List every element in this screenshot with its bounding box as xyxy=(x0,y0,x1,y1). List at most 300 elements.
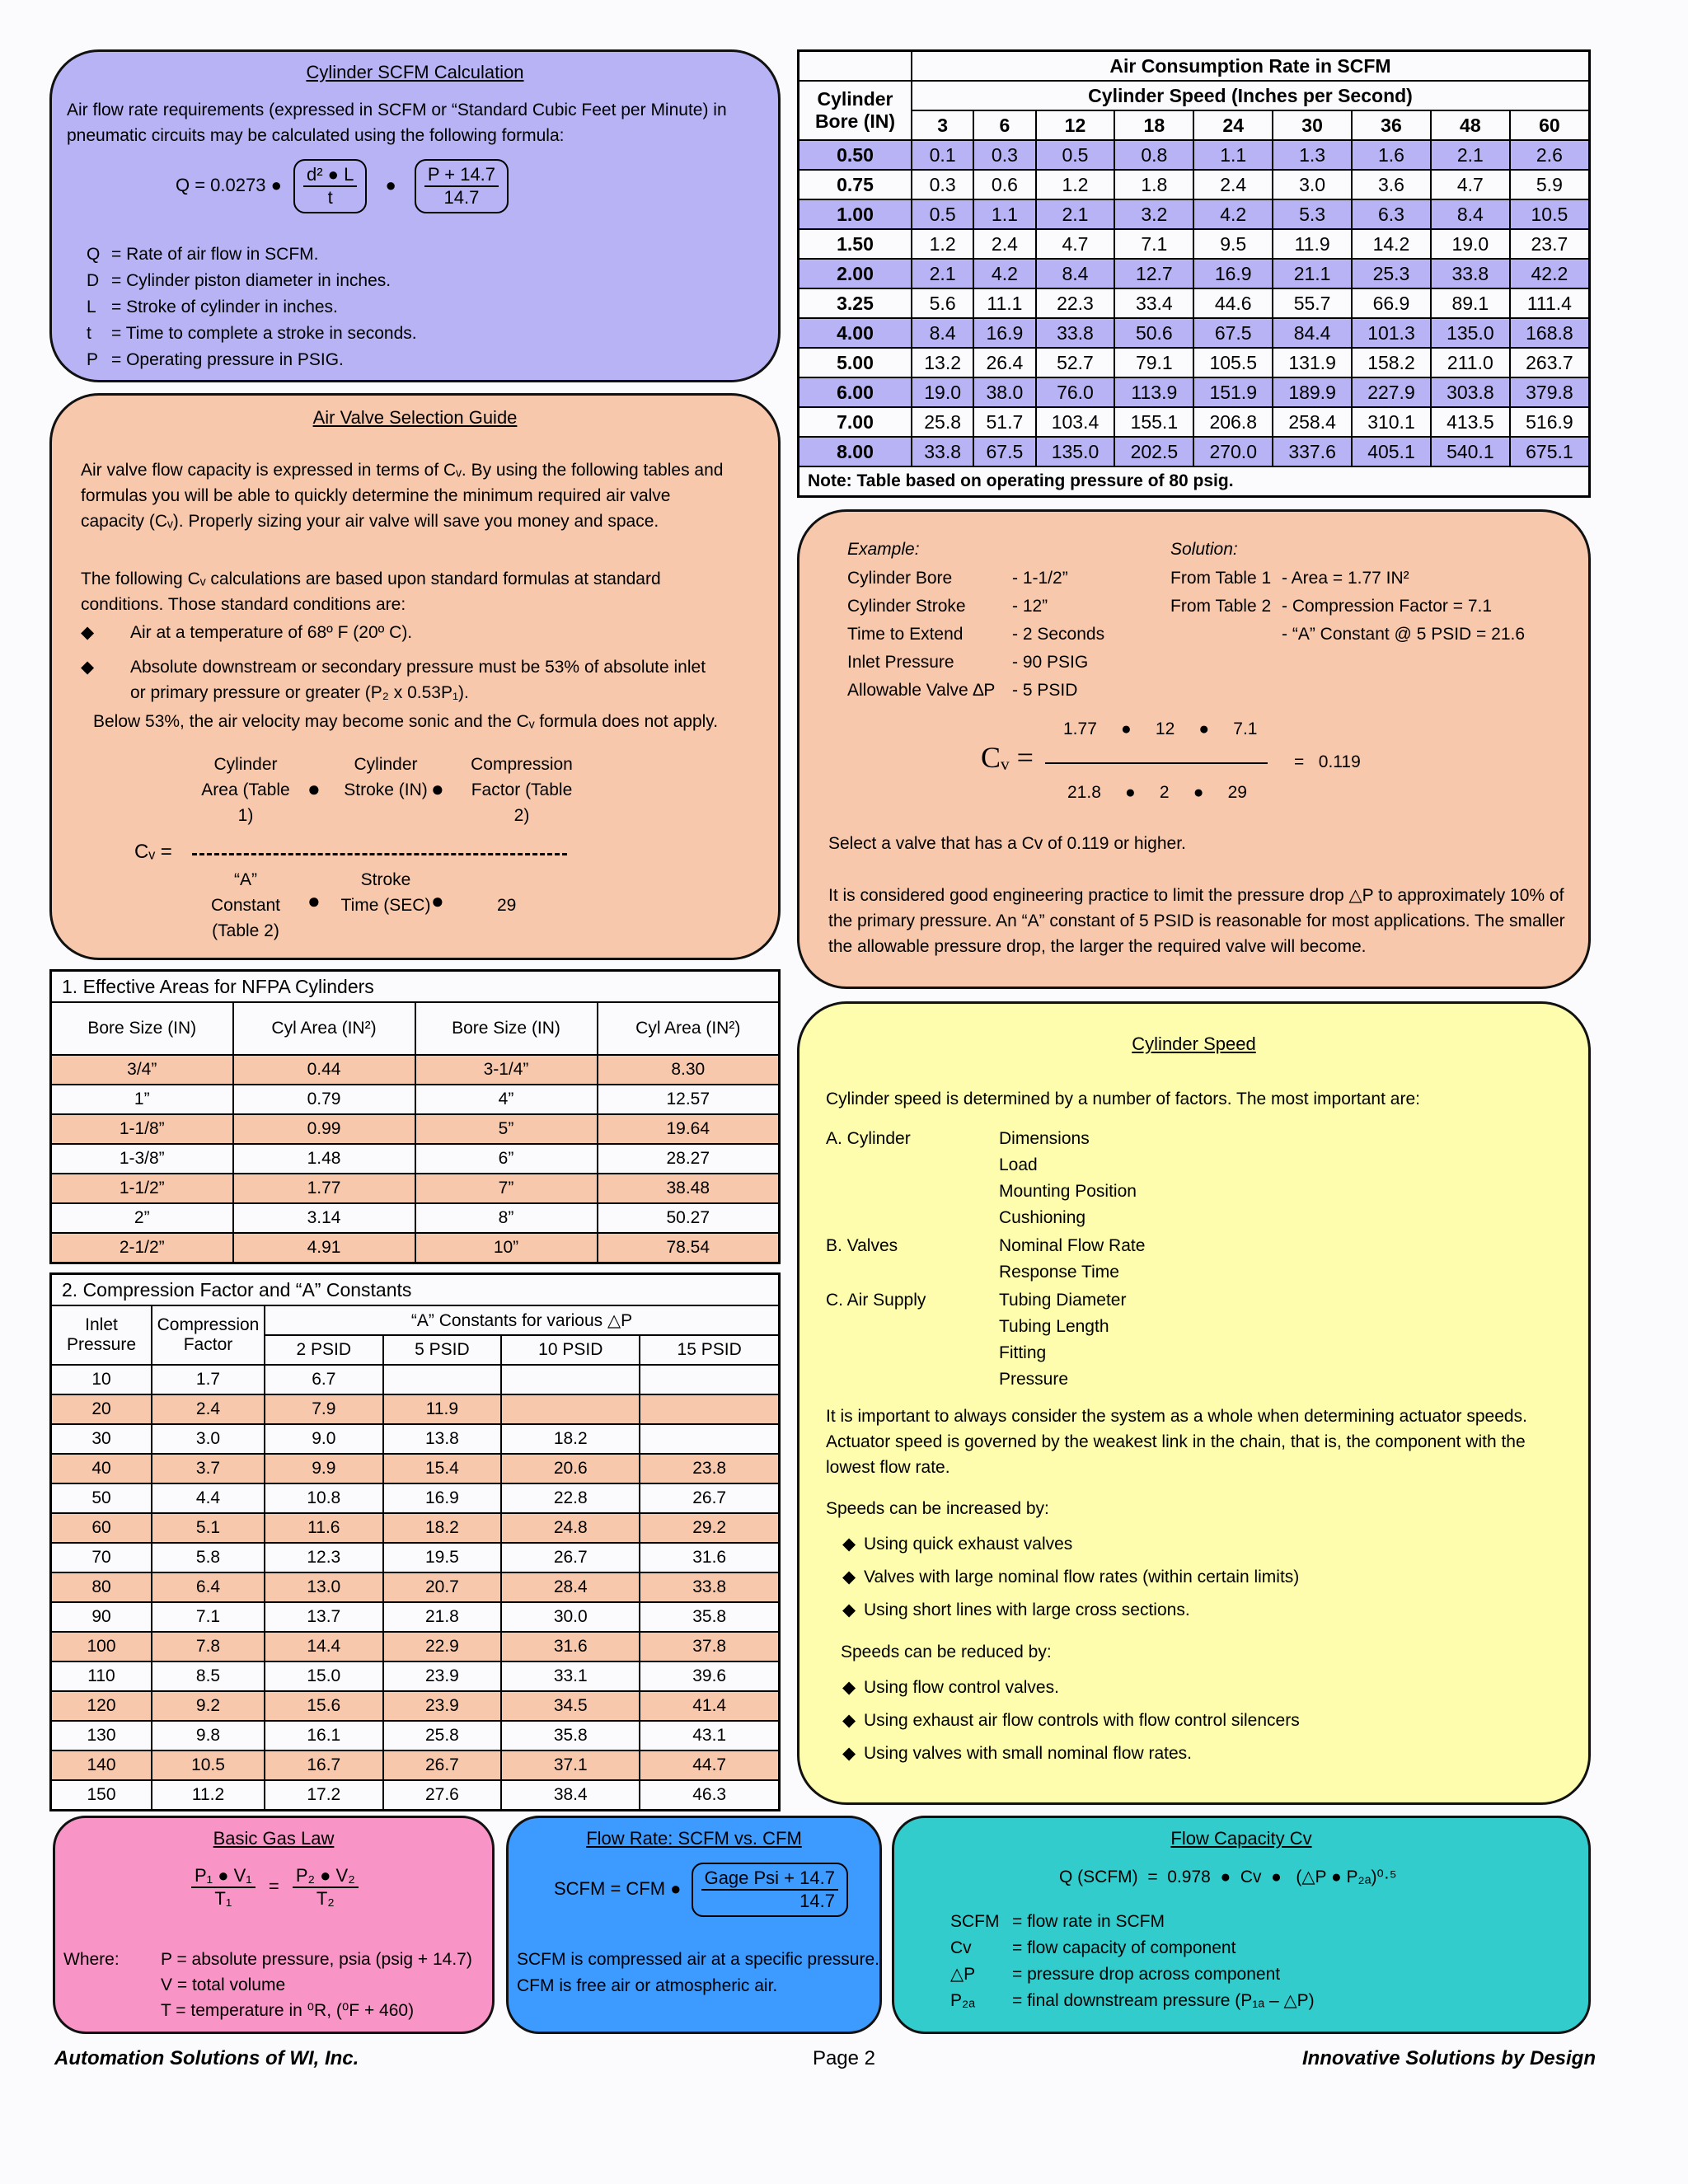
speed-red-list xyxy=(842,1671,1300,1770)
area-cell: 8.30 xyxy=(598,1055,780,1085)
example-item xyxy=(847,593,1104,621)
valve-bullet-2: ◆ Absolute downstream or secondary pressure must be 53% of absolute inlet or primary pressure or greater (P₂ x 0.53P₁). xyxy=(81,654,720,705)
flowcap-value: = flow capacity of component xyxy=(1012,1938,1236,1957)
areas-header: Cyl Area (IN²) xyxy=(598,1002,780,1055)
area-cell: 38.48 xyxy=(598,1174,780,1203)
table-row xyxy=(799,259,1590,288)
compression-cell: 16.1 xyxy=(265,1721,383,1750)
flowcap-def xyxy=(950,1909,1315,1935)
table-row xyxy=(51,1691,780,1721)
compression-cell: 1.7 xyxy=(152,1365,265,1394)
rate-cell: 0.8 xyxy=(1114,140,1193,170)
bore-cell: 4.00 xyxy=(799,318,912,348)
rate-cell: 11.1 xyxy=(973,288,1035,318)
compression-cell: 10.5 xyxy=(152,1750,265,1780)
rate-cell: 3.2 xyxy=(1114,199,1193,229)
cv-den-constant: “A” Constant (Table 2) xyxy=(210,870,281,940)
valve-title: Air Valve Selection Guide xyxy=(312,407,518,428)
speed-factor: Mounting Position xyxy=(999,1182,1137,1201)
bullet-text: Using exhaust air flow controls with flow control silencers xyxy=(864,1711,1300,1730)
rate-cell: 25.3 xyxy=(1352,259,1431,288)
rate-cell: 16.9 xyxy=(973,318,1035,348)
bore-cell: 5.00 xyxy=(799,348,912,377)
flowcap-key: Cv xyxy=(950,1938,972,1957)
rate-cell: 2.6 xyxy=(1510,140,1590,170)
rate-cell: 675.1 xyxy=(1510,437,1590,466)
table-row xyxy=(799,140,1590,170)
formula-p-den: 14.7 xyxy=(443,187,480,208)
dot: ● xyxy=(431,888,444,913)
bullet-text: Using flow control valves. xyxy=(864,1678,1059,1697)
area-cell: 1-1/8” xyxy=(51,1114,233,1144)
cv-divider xyxy=(192,853,567,855)
compression-cell: 13.8 xyxy=(383,1424,502,1454)
area-cell: 5” xyxy=(415,1114,598,1144)
legend-row: P = Operating pressure in PSIG. xyxy=(87,350,344,369)
compression-cell: 40 xyxy=(51,1454,152,1483)
dot: ● xyxy=(307,888,321,913)
rate-cell: 405.1 xyxy=(1352,437,1431,466)
compression-cell: 29.2 xyxy=(640,1513,779,1543)
area-cell: 12.57 xyxy=(598,1085,780,1114)
compression-cell: 46.3 xyxy=(640,1780,779,1811)
rate-cell: 42.2 xyxy=(1510,259,1590,288)
flowcap-defs xyxy=(950,1909,1315,2014)
speed-factor: Fitting xyxy=(999,1343,1047,1362)
compression-cell: 35.8 xyxy=(501,1721,640,1750)
compression-cell xyxy=(640,1424,779,1454)
compression-cell: 9.9 xyxy=(265,1454,383,1483)
rate-cell: 13.2 xyxy=(912,348,973,377)
compression-cell: 15.4 xyxy=(383,1454,502,1483)
formula-lhs: Q = 0.0273 ● xyxy=(176,174,282,195)
compression-cell: 19.5 xyxy=(383,1543,502,1572)
area-cell: 1-3/8” xyxy=(51,1144,233,1174)
speed-group xyxy=(826,1233,1145,1286)
compression-cell: 31.6 xyxy=(640,1543,779,1572)
table-row xyxy=(51,1174,780,1203)
compression-cell: 90 xyxy=(51,1602,152,1632)
area-cell: 1-1/2” xyxy=(51,1174,233,1203)
gaslaw-title: Basic Gas Law xyxy=(213,1828,335,1849)
speed-group xyxy=(826,1287,1145,1393)
rate-cell: 84.4 xyxy=(1273,318,1352,348)
footer-left: Automation Solutions of WI, Inc. xyxy=(54,2047,359,2069)
table-row xyxy=(51,1661,780,1691)
rate-cell: 105.5 xyxy=(1193,348,1273,377)
area-cell: 3-1/4” xyxy=(415,1055,598,1085)
rate-cell: 270.0 xyxy=(1193,437,1273,466)
compression-cell: 20 xyxy=(51,1394,152,1424)
compression-cell: 21.8 xyxy=(383,1602,502,1632)
example-key: Cylinder Bore xyxy=(847,569,953,588)
table-row xyxy=(51,1085,780,1114)
scfm-intro: Air flow rate requirements (expressed in SCFM or “Standard Cubic Feet per Minute) in pneumatic circuits may be calculated using the following formula: xyxy=(67,101,727,145)
compression-cell xyxy=(383,1365,502,1394)
compression-title: 2. Compression Factor and “A” Constants xyxy=(51,1274,780,1306)
rate-cell: 5.6 xyxy=(912,288,973,318)
rate-cell: 135.0 xyxy=(1036,437,1115,466)
rate-cell: 0.3 xyxy=(912,170,973,199)
rate-cell: 113.9 xyxy=(1114,377,1193,407)
area-cell: 0.44 xyxy=(233,1055,415,1085)
example-result: = 0.119 xyxy=(1294,752,1361,771)
flowcap-title: Flow Capacity Cv xyxy=(1170,1828,1312,1849)
gaslaw-panel xyxy=(53,1816,495,2034)
flowcap-def xyxy=(950,1988,1315,2014)
rate-cell: 2.1 xyxy=(1036,199,1115,229)
rate-cell: 14.2 xyxy=(1352,229,1431,259)
rate-cell: 12.7 xyxy=(1114,259,1193,288)
speed-panel xyxy=(797,1001,1591,1805)
sub-header: 2 PSID xyxy=(265,1335,383,1365)
flowcap-key: P₂ₐ xyxy=(950,1991,975,2010)
compression-cell: 41.4 xyxy=(640,1691,779,1721)
rate-cell: 413.5 xyxy=(1431,407,1510,437)
rate-cell: 33.8 xyxy=(1431,259,1510,288)
table-row xyxy=(799,229,1590,259)
flowcap-def xyxy=(950,1961,1315,1988)
rate-cell: 55.7 xyxy=(1273,288,1352,318)
compression-cell: 30 xyxy=(51,1424,152,1454)
speed-factor: Response Time xyxy=(999,1263,1119,1282)
solution-list xyxy=(1170,565,1525,649)
valve-bullet-1: ◆ Air at a temperature of 68º F (20º C). xyxy=(81,620,741,645)
flowcap-panel xyxy=(892,1816,1591,2034)
table-row xyxy=(51,1632,780,1661)
diamond-icon: ◆ xyxy=(842,1601,856,1619)
rate-cell: 6.3 xyxy=(1352,199,1431,229)
rate-cell: 52.7 xyxy=(1036,348,1115,377)
rate-cell: 38.0 xyxy=(973,377,1035,407)
bore-cell: 6.00 xyxy=(799,377,912,407)
compression-cell xyxy=(501,1394,640,1424)
rate-cell: 22.3 xyxy=(1036,288,1115,318)
compression-cell: 31.6 xyxy=(501,1632,640,1661)
rate-cell: 310.1 xyxy=(1352,407,1431,437)
rate-cell: 151.9 xyxy=(1193,377,1273,407)
rate-cell: 303.8 xyxy=(1431,377,1510,407)
rate-cell: 8.4 xyxy=(1036,259,1115,288)
compression-cell xyxy=(640,1394,779,1424)
rate-cell: 33.8 xyxy=(1036,318,1115,348)
speed-group-items xyxy=(999,1126,1137,1231)
rate-cell: 16.9 xyxy=(1193,259,1273,288)
speed-factor: Nominal Flow Rate xyxy=(999,1236,1146,1255)
bore-cell: 0.75 xyxy=(799,170,912,199)
area-cell: 3/4” xyxy=(51,1055,233,1085)
table-row xyxy=(799,318,1590,348)
gaslaw-defs: P = absolute pressure, psia (psig + 14.7) V = total volume T = temperature in ⁰R, (⁰F + 460) xyxy=(161,1950,472,2020)
rate-cell: 10.5 xyxy=(1510,199,1590,229)
area-cell: 0.99 xyxy=(233,1114,415,1144)
example-cv: Cᵥ = xyxy=(981,741,1034,774)
rate-cell: 2.4 xyxy=(1193,170,1273,199)
table-row xyxy=(51,1144,780,1174)
rate-cell: 44.6 xyxy=(1193,288,1273,318)
solution-heading: Solution: xyxy=(1170,540,1238,559)
table-row xyxy=(51,1750,780,1780)
speed-factor: Dimensions xyxy=(999,1129,1090,1148)
scfm-panel xyxy=(49,49,781,382)
example-num: 1.77 ● 12 ● 7.1 xyxy=(1063,719,1258,738)
speed-groups xyxy=(826,1126,1145,1394)
table-row xyxy=(799,348,1590,377)
area-cell: 10” xyxy=(415,1233,598,1263)
rate-cell: 2.1 xyxy=(1431,140,1510,170)
rate-cell: 67.5 xyxy=(1193,318,1273,348)
gaslaw-formula: $\frac{\text{P₁ ● V₁}}{\text{T₁}}$ = $\frac{\text{P₂ ● V₂}}{\text{T₂}}$ xyxy=(191,1865,359,1910)
rate-cell: 4.2 xyxy=(1193,199,1273,229)
rate-cell: 25.8 xyxy=(912,407,973,437)
compression-cell: 37.8 xyxy=(640,1632,779,1661)
areas-table xyxy=(49,969,781,1264)
compression-cell: 7.8 xyxy=(152,1632,265,1661)
rate-cell: 158.2 xyxy=(1352,348,1431,377)
rate-cell: 4.2 xyxy=(973,259,1035,288)
area-cell: 1” xyxy=(51,1085,233,1114)
rate-cell: 189.9 xyxy=(1273,377,1352,407)
areas-title: 1. Effective Areas for NFPA Cylinders xyxy=(51,971,780,1003)
cv-num-area: Cylinder Area (Table 1) xyxy=(201,755,290,825)
bore-cell: 8.00 xyxy=(799,437,912,466)
compression-cell: 17.2 xyxy=(265,1780,383,1811)
example-value: - 2 Seconds xyxy=(1012,625,1105,644)
area-cell: 2-1/2” xyxy=(51,1233,233,1263)
speed-title: Cylinder Speed xyxy=(1132,1033,1256,1054)
rate-cell: 79.1 xyxy=(1114,348,1193,377)
flowcap-value: = flow rate in SCFM xyxy=(1012,1912,1165,1931)
speed-inc-list xyxy=(842,1528,1299,1627)
dot: ● xyxy=(307,776,321,801)
rate-cell: 3.0 xyxy=(1273,170,1352,199)
example-key: Time to Extend xyxy=(847,625,964,644)
example-item xyxy=(847,677,1104,705)
area-cell: 8” xyxy=(415,1203,598,1233)
speed-factor: Load xyxy=(999,1155,1038,1174)
table-row xyxy=(51,1780,780,1811)
rate-cell: 1.3 xyxy=(1273,140,1352,170)
constants-header: “A” Constants for various △P xyxy=(265,1305,780,1335)
rate-cell: 211.0 xyxy=(1431,348,1510,377)
scfm-title: Cylinder SCFM Calculation xyxy=(306,62,524,82)
compression-cell: 11.2 xyxy=(152,1780,265,1811)
compression-cell: 110 xyxy=(51,1661,152,1691)
solution-value: - Compression Factor = 7.1 xyxy=(1282,597,1493,616)
compression-cell: 6.7 xyxy=(265,1365,383,1394)
rate-cell: 131.9 xyxy=(1273,348,1352,377)
speed-header: Cylinder Speed (Inches per Second) xyxy=(912,81,1590,110)
compression-cell: 60 xyxy=(51,1513,152,1543)
compression-cell: 18.2 xyxy=(501,1424,640,1454)
rate-cell: 1.1 xyxy=(973,199,1035,229)
diamond-icon: ◆ xyxy=(842,1678,856,1697)
example-heading: Example: xyxy=(847,540,920,559)
rate-cell: 9.5 xyxy=(1193,229,1273,259)
example-divider xyxy=(1045,762,1268,764)
rate-cell: 168.8 xyxy=(1510,318,1590,348)
rate-cell: 379.8 xyxy=(1510,377,1590,407)
diamond-icon: ◆ xyxy=(842,1568,856,1586)
compression-table xyxy=(49,1272,781,1811)
area-cell: 2” xyxy=(51,1203,233,1233)
bore-cell: 2.00 xyxy=(799,259,912,288)
compression-cell: 7.1 xyxy=(152,1602,265,1632)
example-panel xyxy=(797,509,1591,989)
consumption-table xyxy=(797,49,1591,498)
speed-cell: 3 xyxy=(912,110,973,140)
solution-value: - “A” Constant @ 5 PSID = 21.6 xyxy=(1282,625,1526,644)
area-cell: 0.79 xyxy=(233,1085,415,1114)
speed-cell: 18 xyxy=(1114,110,1193,140)
table-row xyxy=(799,288,1590,318)
bullet-text: Valves with large nominal flow rates (within certain limits) xyxy=(864,1568,1300,1586)
speed-red-head: Speeds can be reduced by: xyxy=(841,1643,1052,1661)
compression-cell: 2.4 xyxy=(152,1394,265,1424)
solution-key: From Table 2 xyxy=(1170,597,1272,616)
diamond-icon: ◆ xyxy=(842,1744,856,1763)
flowrate-panel xyxy=(506,1816,882,2034)
valve-p3: Below 53%, the air velocity may become sonic and the Cᵥ formula does not apply. xyxy=(93,712,719,731)
compression-cell: 100 xyxy=(51,1632,152,1661)
bullet-item xyxy=(842,1704,1300,1737)
compression-cell: 5.8 xyxy=(152,1543,265,1572)
rate-cell: 8.4 xyxy=(1431,199,1510,229)
rate-cell: 50.6 xyxy=(1114,318,1193,348)
cv-num-stroke: Cylinder Stroke (IN) xyxy=(344,755,428,799)
rate-cell: 258.4 xyxy=(1273,407,1352,437)
compression-cell: 80 xyxy=(51,1572,152,1602)
rate-cell: 1.6 xyxy=(1352,140,1431,170)
example-value: - 90 PSIG xyxy=(1012,653,1089,672)
table-row xyxy=(51,1233,780,1263)
flowrate-title: Flow Rate: SCFM vs. CFM xyxy=(586,1828,802,1849)
rate-cell: 3.6 xyxy=(1352,170,1431,199)
example-value: - 12” xyxy=(1012,597,1048,616)
compression-cell: 5.1 xyxy=(152,1513,265,1543)
speed-factor: Tubing Length xyxy=(999,1317,1109,1336)
example-key: Cylinder Stroke xyxy=(847,597,966,616)
compression-cell: 16.7 xyxy=(265,1750,383,1780)
compression-cell: 22.8 xyxy=(501,1483,640,1513)
table-row xyxy=(51,1602,780,1632)
compression-cell: 24.8 xyxy=(501,1513,640,1543)
speed-factor: Cushioning xyxy=(999,1208,1086,1227)
rate-cell: 227.9 xyxy=(1352,377,1431,407)
formula-mid: ● xyxy=(385,174,396,195)
table-row xyxy=(51,1572,780,1602)
rate-cell: 0.1 xyxy=(912,140,973,170)
bullet-text: Using short lines with large cross sections. xyxy=(864,1601,1190,1619)
formula-num: d² ● L xyxy=(303,164,357,187)
area-cell: 1.77 xyxy=(233,1174,415,1203)
compression-cell: 43.1 xyxy=(640,1721,779,1750)
compression-cell: 13.7 xyxy=(265,1602,383,1632)
diamond-icon: ◆ xyxy=(842,1535,856,1554)
cv-num-factor: Compression Factor (Table 2) xyxy=(471,755,573,825)
factor-header: Compression Factor xyxy=(152,1305,265,1365)
table-row xyxy=(51,1394,780,1424)
flowcap-def xyxy=(950,1935,1315,1961)
rate-cell: 0.5 xyxy=(1036,140,1115,170)
speed-whole: It is important to always consider the system as a whole when determining actuator speeds. Actuator speed is governed by the weakest link in the chain, that is, the component with the lowest flow rate. xyxy=(826,1407,1527,1477)
speed-group-label: B. Valves xyxy=(826,1236,898,1255)
rate-cell: 0.6 xyxy=(973,170,1035,199)
rate-cell: 67.5 xyxy=(973,437,1035,466)
flowcap-formula: Q (SCFM) = 0.978 ● Cv ● (△P ● P₂ₐ)⁰·⁵ xyxy=(1059,1868,1397,1886)
table-row xyxy=(51,1055,780,1085)
rate-cell: 5.9 xyxy=(1510,170,1590,199)
rate-cell: 4.7 xyxy=(1036,229,1115,259)
example-select: Select a valve that has a Cv of 0.119 or higher. xyxy=(828,834,1186,853)
compression-cell: 4.4 xyxy=(152,1483,265,1513)
rate-cell: 5.3 xyxy=(1273,199,1352,229)
area-cell: 78.54 xyxy=(598,1233,780,1263)
rate-cell: 0.3 xyxy=(973,140,1035,170)
flowcap-value: = pressure drop across component xyxy=(1012,1965,1281,1984)
example-item xyxy=(847,621,1104,649)
compression-cell: 18.2 xyxy=(383,1513,502,1543)
example-item xyxy=(847,565,1104,593)
flowcap-key: SCFM xyxy=(950,1912,1000,1931)
valve-panel xyxy=(49,393,781,960)
table-row xyxy=(799,437,1590,466)
formula-p-num: P + 14.7 xyxy=(424,164,499,187)
compression-cell: 16.9 xyxy=(383,1483,502,1513)
rate-cell: 337.6 xyxy=(1273,437,1352,466)
compression-cell: 22.9 xyxy=(383,1632,502,1661)
area-cell: 6” xyxy=(415,1144,598,1174)
diamond-icon: ◆ xyxy=(842,1711,856,1730)
rate-cell: 540.1 xyxy=(1431,437,1510,466)
sub-header: 15 PSID xyxy=(640,1335,779,1365)
compression-cell: 6.4 xyxy=(152,1572,265,1602)
compression-cell: 20.6 xyxy=(501,1454,640,1483)
rate-cell: 19.0 xyxy=(912,377,973,407)
rate-cell: 23.7 xyxy=(1510,229,1590,259)
table-row xyxy=(51,1543,780,1572)
inlet-header: Inlet Pressure xyxy=(51,1305,152,1365)
rate-cell: 26.4 xyxy=(973,348,1035,377)
compression-cell: 15.0 xyxy=(265,1661,383,1691)
cv-den-29: 29 xyxy=(497,896,517,915)
rate-cell: 19.0 xyxy=(1431,229,1510,259)
compression-cell: 27.6 xyxy=(383,1780,502,1811)
rate-cell: 66.9 xyxy=(1352,288,1431,318)
formula-den: t xyxy=(327,187,333,208)
bore-header: Cylinder Bore (IN) xyxy=(799,81,912,140)
speed-cell: 24 xyxy=(1193,110,1273,140)
compression-cell: 34.5 xyxy=(501,1691,640,1721)
area-cell: 50.27 xyxy=(598,1203,780,1233)
bullet-item xyxy=(842,1594,1299,1627)
area-cell: 1.48 xyxy=(233,1144,415,1174)
compression-cell: 26.7 xyxy=(383,1750,502,1780)
rate-cell: 155.1 xyxy=(1114,407,1193,437)
table-row xyxy=(51,1114,780,1144)
table-row xyxy=(51,1454,780,1483)
rate-cell: 33.4 xyxy=(1114,288,1193,318)
table-row xyxy=(799,199,1590,229)
table-row xyxy=(51,1424,780,1454)
valve-p2: The following Cᵥ calculations are based upon standard formulas at standard conditions. Those standard conditions are: xyxy=(81,569,661,614)
flowrate-formula: SCFM = CFM ● $\frac{\text{Gage Psi + 14.7}}{14.7}$ xyxy=(554,1863,848,1917)
compression-cell: 8.5 xyxy=(152,1661,265,1691)
bore-cell: 3.25 xyxy=(799,288,912,318)
bore-cell: 0.50 xyxy=(799,140,912,170)
rate-cell: 4.7 xyxy=(1431,170,1510,199)
compression-cell: 28.4 xyxy=(501,1572,640,1602)
